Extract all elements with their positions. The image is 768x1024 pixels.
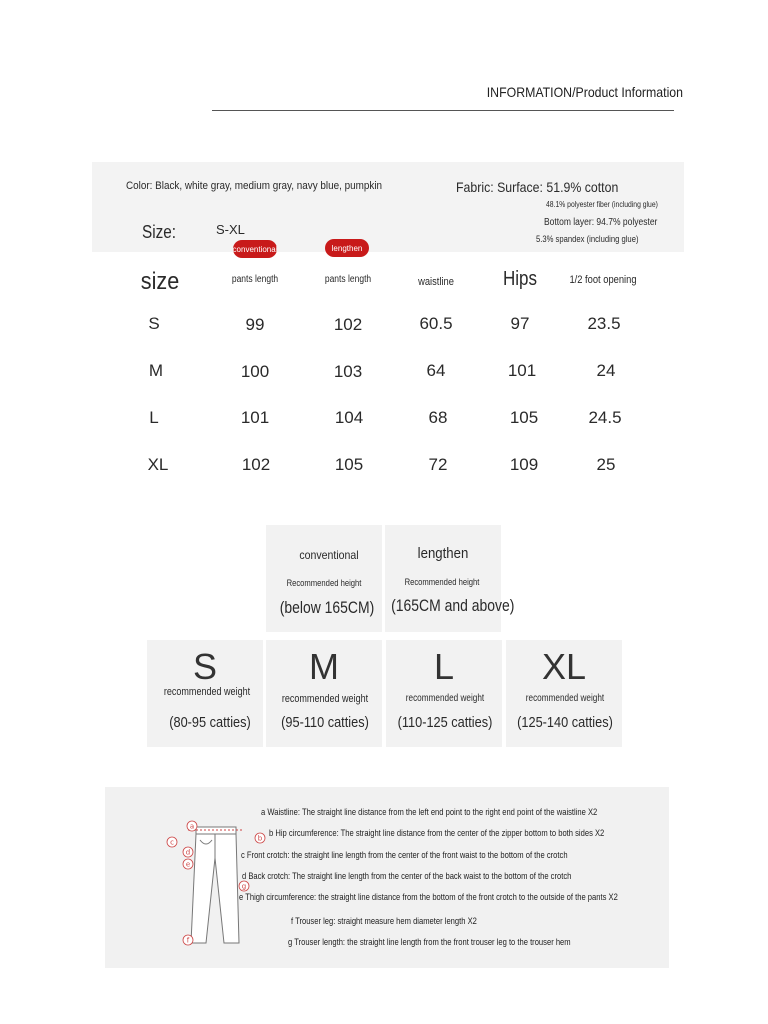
table-cell: 105 xyxy=(509,408,539,427)
recommend-height-sub: Recommended height xyxy=(286,578,362,588)
weight-range: (110-125 catties) xyxy=(397,714,493,731)
diagram-letter: e xyxy=(185,860,191,869)
weight-sub: recommended weight xyxy=(405,693,485,704)
weight-size-letter: XL xyxy=(541,646,587,687)
measure-line-f: f Trouser leg: straight measure hem diameter length X2 xyxy=(291,916,477,927)
table-header-hips: Hips xyxy=(502,268,537,290)
weight-range: (125-140 catties) xyxy=(517,714,613,731)
table-cell: 60.5 xyxy=(419,314,453,333)
table-header-foot-opening: 1/2 foot opening xyxy=(569,274,637,286)
table-header-size: size xyxy=(140,268,180,295)
recommend-height-sub: Recommended height xyxy=(404,577,480,587)
page-title: INFORMATION/Product Information xyxy=(486,84,683,100)
table-cell: 101 xyxy=(507,361,537,380)
recommend-height-title: conventional xyxy=(299,548,359,562)
table-cell: 23.5 xyxy=(587,314,621,333)
table-cell: 99 xyxy=(245,315,265,334)
table-cell: L xyxy=(149,408,159,427)
table-cell: 24 xyxy=(596,361,616,380)
diagram-letter: b xyxy=(257,834,263,843)
table-header-pants-length-conventional: pants length xyxy=(231,274,279,285)
fabric-title: Fabric: Surface: 51.9% cotton xyxy=(456,179,619,195)
table-cell: 109 xyxy=(509,455,539,474)
table-cell: S xyxy=(148,314,160,333)
table-cell: 72 xyxy=(428,455,448,474)
weight-range: (95-110 catties) xyxy=(281,714,369,731)
weight-sub: recommended weight xyxy=(163,686,251,698)
diagram-letter: a xyxy=(189,822,195,831)
weight-size-letter: S xyxy=(192,646,217,687)
size-range: S-XL xyxy=(216,222,245,237)
table-cell: 104 xyxy=(334,408,364,427)
table-header-waistline: waistline xyxy=(418,276,454,288)
table-cell: 102 xyxy=(241,455,271,474)
fabric-line-3: 5.3% spandex (including glue) xyxy=(536,234,639,244)
weight-range: (80-95 catties) xyxy=(169,714,251,731)
badge-conventional: conventional xyxy=(233,240,277,258)
measure-line-e: e Thigh circumference: the straight line distance from the bottom of the front crotch to the outside of the pants X2 xyxy=(239,892,618,903)
table-cell: 101 xyxy=(240,408,270,427)
table-cell: 25 xyxy=(596,455,616,474)
recommend-height-range: (165CM and above) xyxy=(391,596,515,615)
weight-size-letter: M xyxy=(309,646,339,687)
weight-size-letter: L xyxy=(433,646,455,687)
measure-line-b: b Hip circumference: The straight line distance from the center of the zipper bottom to both sides X2 xyxy=(269,828,605,839)
size-label: Size: xyxy=(142,222,177,242)
table-cell: 97 xyxy=(510,314,530,333)
recommend-height-range: (below 165CM) xyxy=(279,598,375,617)
color-options: Color: Black, white gray, medium gray, navy blue, pumpkin xyxy=(126,180,383,192)
table-cell: 24.5 xyxy=(588,408,622,427)
table-cell: XL xyxy=(147,455,169,474)
table-cell: M xyxy=(148,361,164,380)
header-divider xyxy=(212,110,674,111)
weight-sub: recommended weight xyxy=(525,693,605,704)
diagram-letter: c xyxy=(170,838,174,847)
table-cell: 103 xyxy=(333,362,363,381)
table-header-pants-length-lengthen: pants length xyxy=(324,274,372,285)
weight-sub: recommended weight xyxy=(281,693,369,705)
measure-line-a: a Waistline: The straight line distance from the left end point to the right end point of the waistline X2 xyxy=(261,807,598,818)
recommend-height-title: lengthen xyxy=(417,545,469,562)
diagram-letter: f xyxy=(186,936,190,945)
measure-line-d: d Back crotch: The straight line length from the center of the back waist to the bottom of the crotch xyxy=(242,871,572,882)
fabric-line-1: 48.1% polyester fiber (including glue) xyxy=(546,200,658,209)
diagram-letter: g xyxy=(241,882,247,891)
measure-line-g: g Trouser length: the straight line length from the front trouser leg to the trouser hem xyxy=(288,937,571,948)
table-cell: 105 xyxy=(334,455,364,474)
fabric-line-2: Bottom layer: 94.7% polyester xyxy=(544,217,658,228)
pants-diagram-icon xyxy=(160,818,270,948)
diagram-letter: d xyxy=(185,848,191,857)
measure-line-c: c Front crotch: the straight line length from the center of the front waist to the bottom of the crotch xyxy=(241,850,568,861)
table-cell: 102 xyxy=(333,315,363,334)
table-cell: 68 xyxy=(428,408,448,427)
table-cell: 64 xyxy=(426,361,446,380)
table-cell: 100 xyxy=(240,362,270,381)
badge-lengthen: lengthen xyxy=(325,239,369,257)
